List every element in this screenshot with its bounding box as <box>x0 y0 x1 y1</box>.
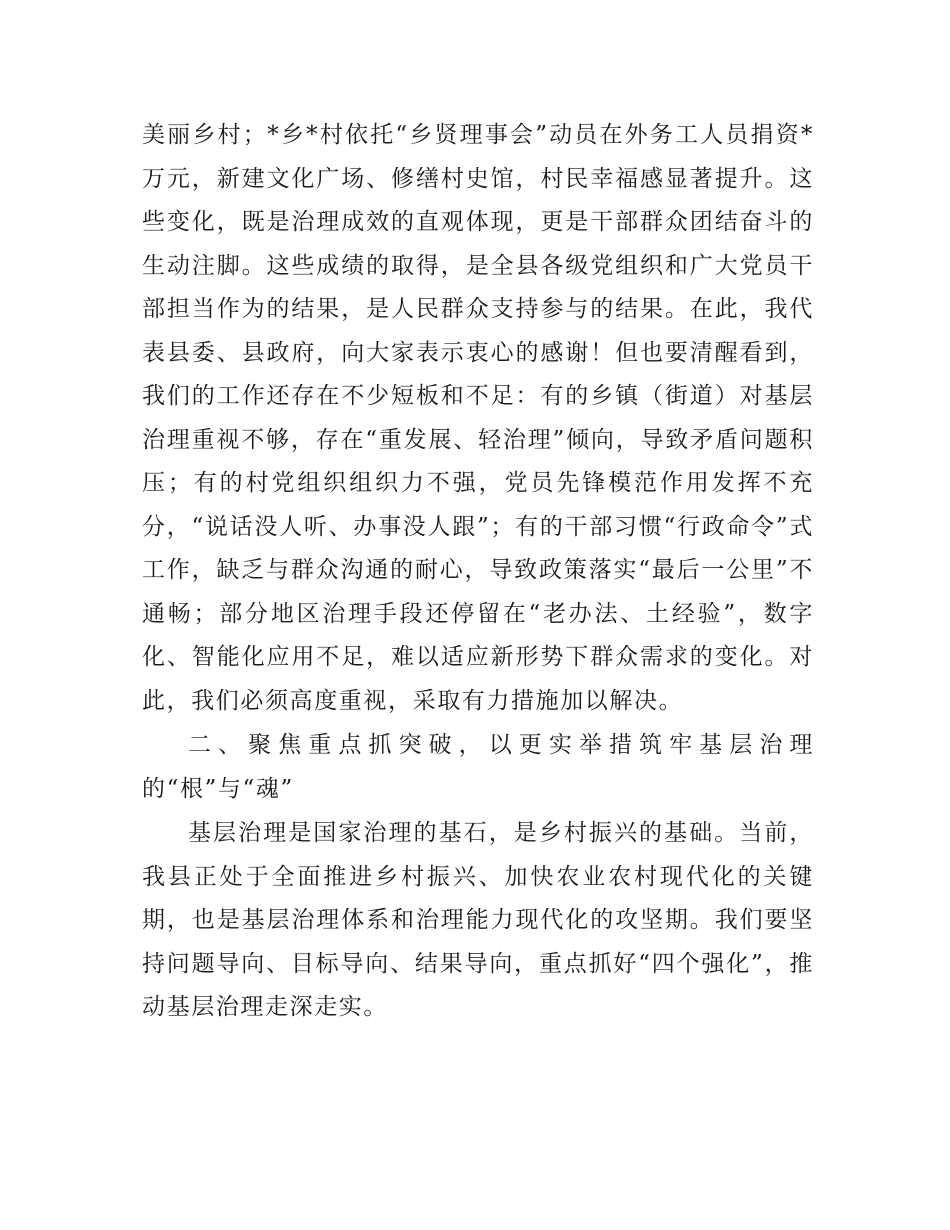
section-heading-two: 二、聚焦重点抓突破，以更实举措筑牢基层治理的“根”与“魂” <box>142 732 814 802</box>
body-paragraph-continued: 美丽乡村；*乡*村依托“乡贤理事会”动员在外务工人员捐资*万元，新建文化广场、修缮村史馆，村民幸福感显著提升。这些变化，既是治理成效的直观体现，更是干部群众团结奋斗的生动注脚。这些成绩的取得，是全县各级党组织和广大党员干部担当作为的结果，是人民群众支持参与的结果。在此，我代表县委、县政府，向大家表示衷心的感谢！但也要清醒看到，我们的工作还存在不少短板和不足：有的乡镇（街道）对基层治理重视不够，存在“重发展、轻治理”倾向，导致矛盾问题积压；有的村党组织组织力不强，党员先锋模范作用发挥不充分，“说话没人听、办事没人跟”；有的干部习惯“行政命令”式工作，缺乏与群众沟通的耐心，导致政策落实“最后一公里”不通畅；部分地区治理手段还停留在“老办法、土经验”，数字化、智能化应用不足，难以适应新形势下群众需求的变化。对此，我们必须高度重视，采取有力措施加以解决。 <box>142 122 814 714</box>
document-body <box>142 114 814 1030</box>
body-paragraph: 基层治理是国家治理的基石，是乡村振兴的基础。当前，我县正处于全面推进乡村振兴、加快农业农村现代化的关键期，也是基层治理体系和治理能力现代化的攻坚期。我们要坚持问题导向、目标导向、结果导向，重点抓好“四个强化”，推动基层治理走深走实。 <box>142 820 814 1020</box>
